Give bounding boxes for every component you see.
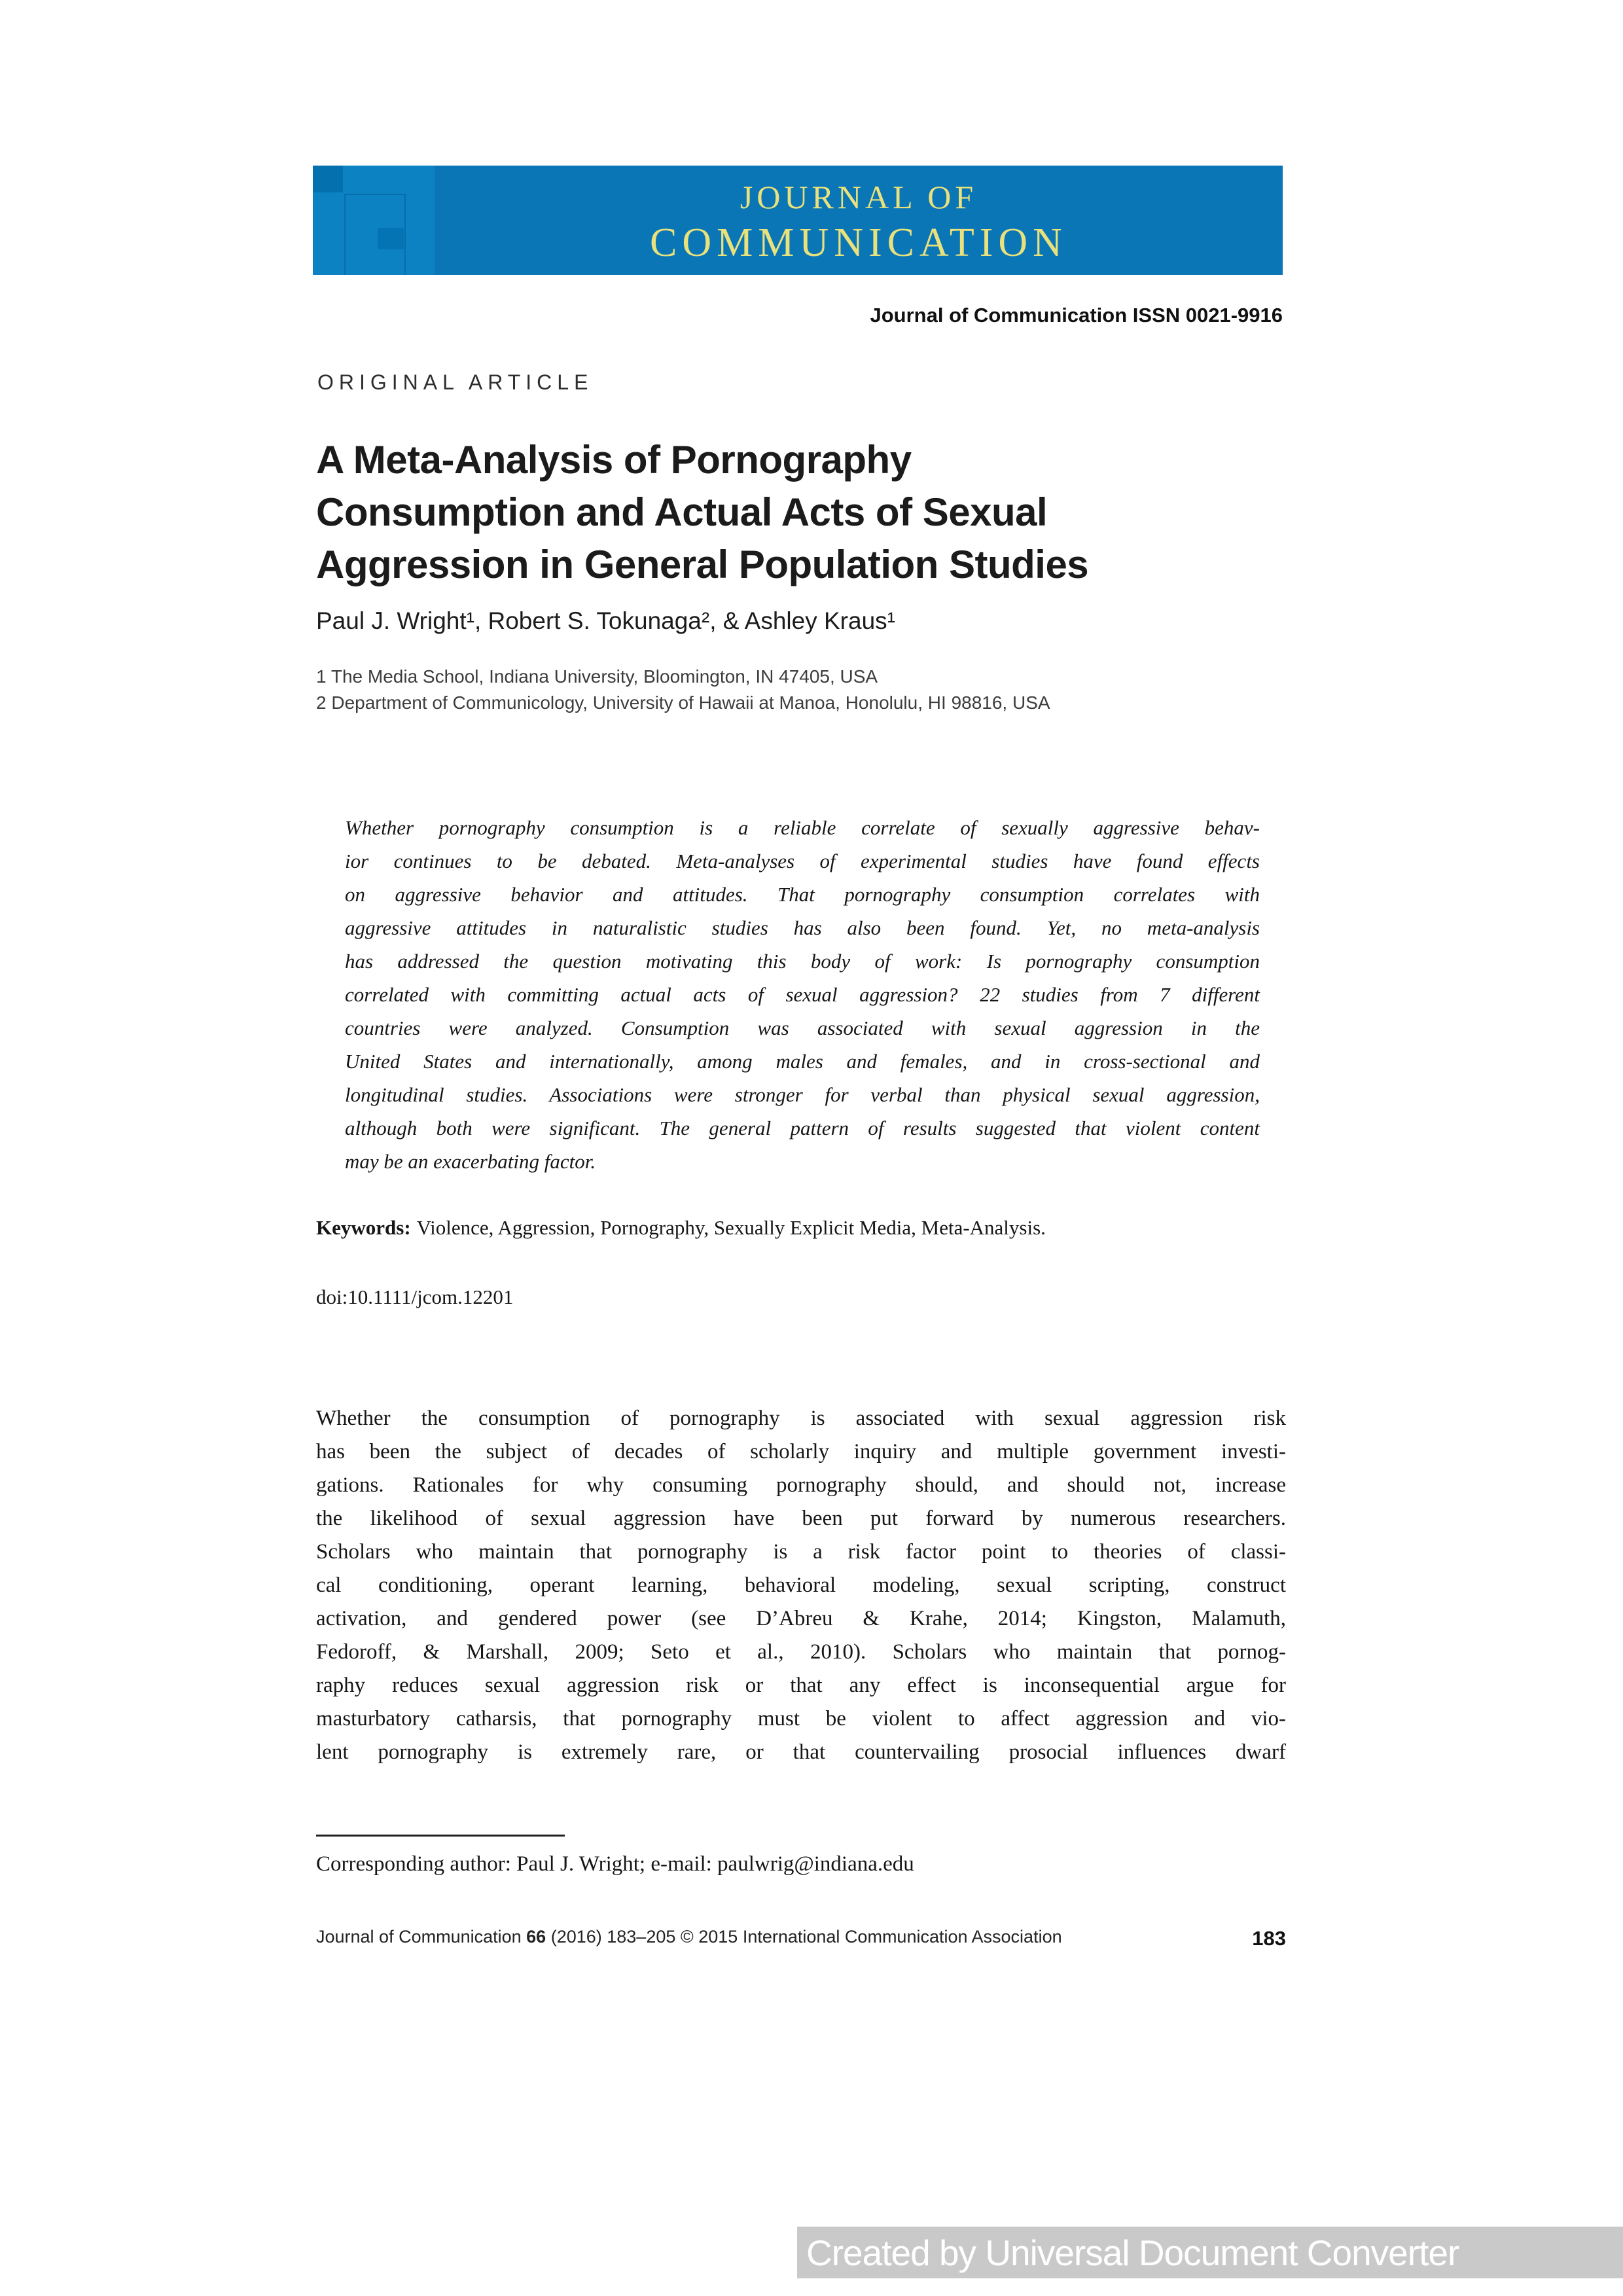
affiliations [316,664,1050,716]
footer-citation [316,1927,1062,1947]
text-line: the likelihood of sexual aggression have been put forward by numerous researchers. [316,1507,1286,1530]
banner-decoration-zone [313,166,435,275]
text-line: longitudinal studies. Associations were stronger for verbal than physical sexual aggression, [345,1083,1260,1106]
text-line: 2 Department of Communicology, University of Hawaii at Manoa, Honolulu, HI 98816, USA [316,692,1050,713]
keywords-label: Keywords: [316,1216,411,1239]
issn-line: Journal of Communication ISSN 0021-9916 [870,304,1283,327]
page-number: 183 [1252,1927,1286,1950]
corresponding-author-note: Corresponding author: Paul J. Wright; e-mail: paulwrig@indiana.edu [316,1852,914,1876]
text-line: Scholars who maintain that pornography is a risk factor point to theories of classi- [316,1540,1286,1564]
text-line: 1 The Media School, Indiana University, Bloomington, IN 47405, USA [316,666,878,687]
journal-name-line1: JOURNAL OF [740,179,978,215]
doi-line: doi:10.1111/jcom.12201 [316,1285,514,1308]
text-line: United States and internationally, among males and females, and in cross-sectional and [345,1050,1260,1073]
banner-decoration-square-inner [378,228,404,249]
text-line: aggressive attitudes in naturalistic studies has also been found. Yet, no meta-analysis [345,916,1260,939]
text-line: has addressed the question motivating this body of work: Is pornography consumption [345,950,1260,973]
text-line: Aggression in General Population Studies [316,543,1089,586]
text-line: Whether pornography consumption is a reliable correlate of sexually aggressive behav- [345,816,1260,839]
text-line: Whether the consumption of pornography is associated with sexual aggression risk [316,1407,1286,1430]
page-footer [316,1927,1286,1950]
text-line: gations. Rationales for why consuming pornography should, and should not, increase [316,1473,1286,1497]
watermark-banner: Created by Universal Document Converter [797,2227,1623,2278]
journal-banner [313,166,1283,275]
text-line: masturbatory catharsis, that pornography must be violent to affect aggression and vio- [316,1707,1286,1731]
text-line: A Meta-Analysis of Pornography [316,438,912,482]
abstract [345,811,1260,1178]
article-title [316,434,1298,591]
text-line: cal conditioning, operant learning, behavioral modeling, sexual scripting, construct [316,1573,1286,1597]
body-paragraph [316,1402,1286,1769]
text-line: may be an exacerbating factor. [345,1150,596,1173]
journal-name-line2: COMMUNICATION [650,221,1067,265]
text-line: activation, and gendered power (see D’Abreu & Krahe, 2014; Kingston, Malamuth, [316,1607,1286,1630]
journal-banner-title [435,166,1283,275]
text-line: countries were analyzed. Consumption was associated with sexual aggression in the [345,1016,1260,1039]
text-line: on aggressive behavior and attitudes. That pornography consumption correlates with [345,883,1260,906]
banner-decoration-square-dark [313,166,343,192]
text-line: ior continues to be debated. Meta-analyses of experimental studies have found effects [345,850,1260,872]
text-line: although both were significant. The general pattern of results suggested that violent content [345,1117,1260,1139]
text-line: lent pornography is extremely rare, or that countervailing prosocial influences dwarf [316,1740,1286,1764]
footer-volume: 66 [526,1927,546,1946]
text-line: raphy reduces sexual aggression risk or that any effect is inconsequential argue for [316,1674,1286,1697]
text-line: correlated with committing actual acts of sexual aggression? 22 studies from 7 different [345,983,1260,1006]
text-line: Fedoroff, & Marshall, 2009; Seto et al., 2010). Scholars who maintain that pornog- [316,1640,1286,1664]
keywords-line [316,1216,1286,1240]
text-line: Consumption and Actual Acts of Sexual [316,490,1048,534]
article-type-label: ORIGINAL ARTICLE [317,370,594,394]
footer-citation-post: (2016) 183–205 © 2015 International Communication Association [546,1927,1062,1946]
footnote-rule [316,1835,565,1837]
author-line: Paul J. Wright¹, Robert S. Tokunaga², & Ashley Kraus¹ [316,607,895,634]
text-line: has been the subject of decades of scholarly inquiry and multiple government investi- [316,1440,1286,1463]
footer-citation-pre: Journal of Communication [316,1927,527,1946]
keywords-text: Violence, Aggression, Pornography, Sexually Explicit Media, Meta-Analysis. [416,1216,1046,1239]
